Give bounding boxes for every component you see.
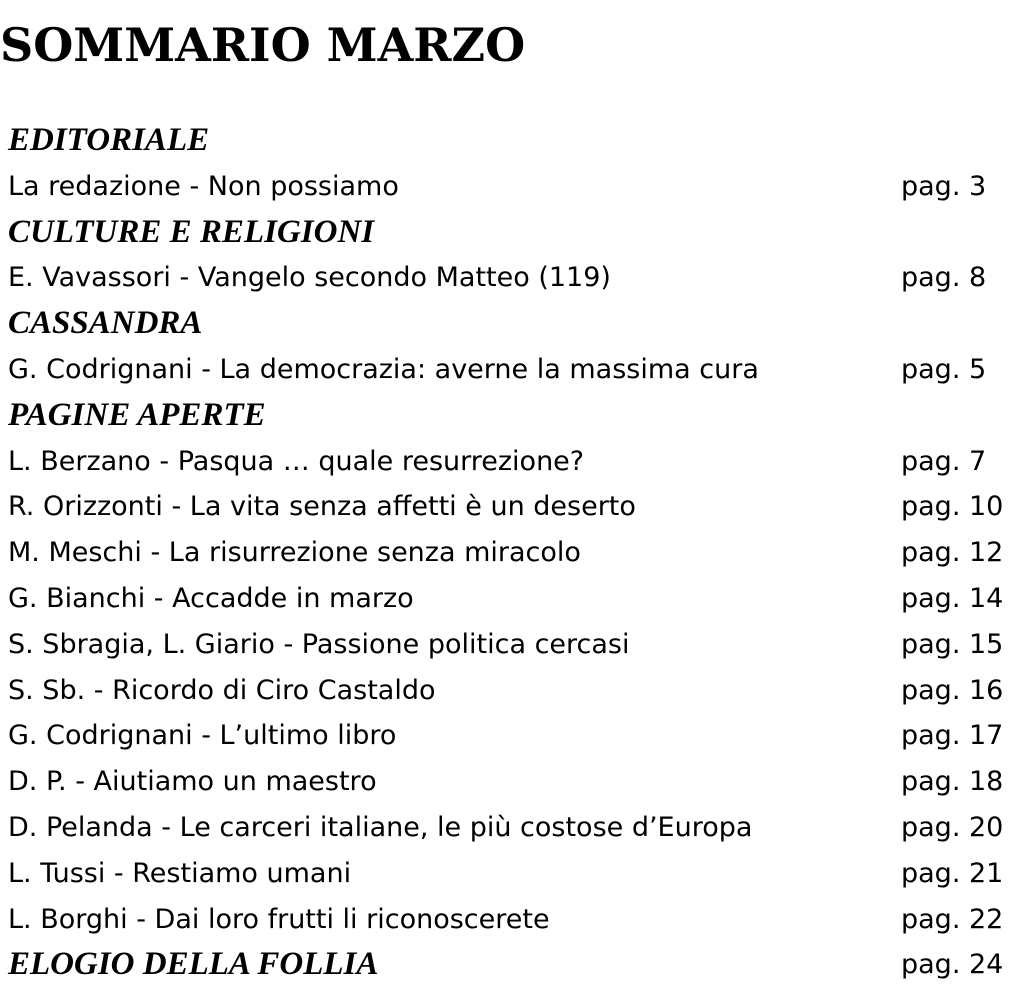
toc-entry	[8, 622, 1018, 668]
toc-entry	[8, 347, 1018, 393]
toc-section	[8, 210, 1018, 256]
section-heading: EDITORIALE	[8, 122, 210, 158]
toc-entry	[8, 439, 1018, 485]
entry-title: S. Sb. - Ricordo di Ciro Castaldo	[8, 674, 436, 706]
toc-section	[8, 942, 1018, 988]
entry-title: R. Orizzonti - La vita senza affetti è un deserto	[8, 491, 636, 523]
toc-entry	[8, 851, 1018, 897]
toc-entry	[8, 897, 1018, 943]
entry-title: G. Codrignani - La democrazia: averne la massima cura	[8, 353, 759, 385]
page-number: pag. 18	[901, 766, 1004, 798]
page-number: pag. 14	[901, 582, 1004, 614]
page-number: pag. 24	[901, 949, 1004, 981]
page-number: pag. 17	[901, 720, 1004, 752]
page-number: pag. 3	[901, 170, 987, 202]
entry-title: S. Sbragia, L. Giario - Passione politica cercasi	[8, 628, 630, 660]
page-number: pag. 5	[901, 353, 987, 385]
table-of-contents	[8, 118, 1018, 988]
entry-title: D. P. - Aiutiamo un maestro	[8, 766, 377, 798]
page-number: pag. 21	[901, 857, 1004, 889]
entry-title: L. Borghi - Dai loro frutti li riconoscerete	[8, 903, 550, 935]
section-heading: ELOGIO DELLA FOLLIA	[8, 946, 379, 983]
toc-entry	[8, 255, 1018, 301]
toc-entry	[8, 164, 1018, 210]
toc-entry	[8, 713, 1018, 759]
entry-title: D. Pelanda - Le carceri italiane, le più costose d’Europa	[8, 811, 753, 843]
entry-title: G. Bianchi - Accadde in marzo	[8, 582, 414, 614]
toc-entry	[8, 576, 1018, 622]
entry-title: E. Vavassori - Vangelo secondo Matteo (119)	[8, 262, 611, 294]
toc-entry	[8, 484, 1018, 530]
entry-title: La redazione - Non possiamo	[8, 170, 399, 202]
page-number: pag. 22	[901, 903, 1004, 935]
page-number: pag. 12	[901, 537, 1004, 569]
toc-entry	[8, 805, 1018, 851]
toc-section	[8, 118, 1018, 164]
page-number: pag. 16	[901, 674, 1004, 706]
toc-entry	[8, 530, 1018, 576]
toc-entry	[8, 668, 1018, 714]
page-number: pag. 8	[901, 262, 987, 294]
page-number: pag. 20	[901, 811, 1004, 843]
page-number: pag. 15	[901, 628, 1004, 660]
section-heading: CULTURE E RELIGIONI	[8, 213, 375, 250]
entry-title: L. Tussi - Restiamo umani	[8, 857, 352, 889]
toc-section	[8, 301, 1018, 347]
toc-entry	[8, 759, 1018, 805]
page-number: pag. 10	[901, 491, 1004, 523]
entry-title: L. Berzano - Pasqua … quale resurrezione?	[8, 445, 585, 477]
section-heading: CASSANDRA	[8, 305, 203, 342]
section-heading: PAGINE APERTE	[8, 396, 266, 433]
page-title: SOMMARIO MARZO	[0, 18, 526, 72]
page-number: pag. 7	[901, 445, 987, 477]
toc-section	[8, 393, 1018, 439]
entry-title: M. Meschi - La risurrezione senza miracolo	[8, 537, 581, 569]
entry-title: G. Codrignani - L’ultimo libro	[8, 720, 397, 752]
